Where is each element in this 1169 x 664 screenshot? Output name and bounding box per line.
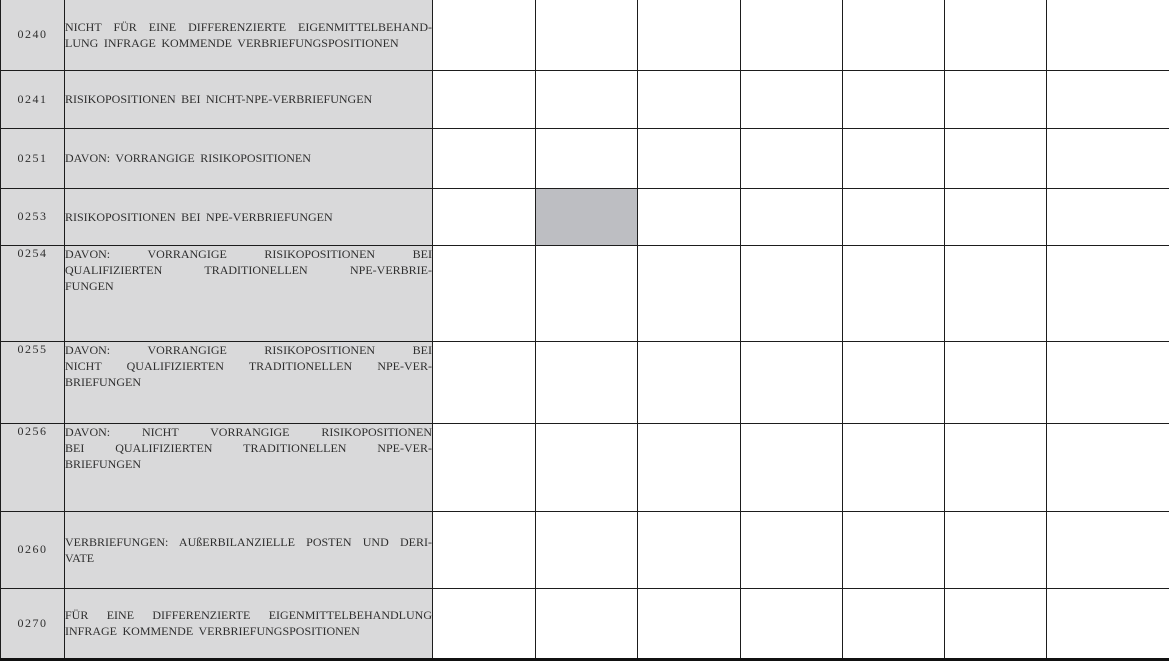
row-code-cell: 0255	[1, 341, 65, 423]
row-label-line: DAVON: NICHT VORRANGIGE RISIKOPOSITIONEN	[65, 424, 432, 439]
row-label-line: RISIKOPOSITIONEN BEI NICHT-NPE-VERBRIEFUNGEN	[65, 92, 373, 106]
value-cell	[741, 128, 843, 188]
value-cell	[433, 70, 536, 128]
row-label-line: DAVON: VORRANGIGE RISIKOPOSITIONEN	[65, 151, 311, 165]
value-cell	[433, 423, 536, 511]
value-cell	[843, 70, 945, 128]
row-code-cell: 0254	[1, 245, 65, 341]
table-row	[1, 423, 1169, 511]
value-cell	[433, 0, 536, 70]
row-label-line: BRIEFUNGEN	[65, 374, 142, 389]
value-cell	[1047, 423, 1169, 511]
table-row	[1, 128, 1169, 188]
value-cell	[945, 588, 1047, 659]
value-cell	[536, 588, 638, 659]
value-cell	[1047, 128, 1169, 188]
value-cell	[638, 588, 741, 659]
row-label-cell	[65, 188, 433, 245]
row-label-line: NICHT QUALIFIZIERTEN TRADITIONELLEN NPE-VER-	[65, 358, 432, 373]
row-label-line: QUALIFIZIERTEN TRADITIONELLEN NPE-VERBRIE-	[65, 262, 432, 277]
value-cell	[536, 423, 638, 511]
value-cell	[741, 188, 843, 245]
row-label-cell	[65, 128, 433, 188]
row-label-cell	[65, 245, 433, 341]
value-cell	[945, 0, 1047, 70]
value-cell	[945, 245, 1047, 341]
value-cell	[843, 245, 945, 341]
row-label-line: RISIKOPOSITIONEN BEI NPE-VERBRIEFUNGEN	[65, 209, 333, 224]
blocked-cell	[536, 188, 638, 245]
value-cell	[741, 245, 843, 341]
row-label-line: BRIEFUNGEN	[65, 456, 142, 471]
value-cell	[433, 128, 536, 188]
row-label-line: VERBRIEFUNGEN: AUßERBILANZIELLE POSTEN UND DERI-	[65, 534, 432, 549]
value-cell	[536, 0, 638, 70]
table-row	[1, 0, 1169, 70]
row-label-line: LUNG INFRAGE KOMMENDE VERBRIEFUNGSPOSITIONEN	[65, 35, 399, 50]
table-row	[1, 245, 1169, 341]
value-cell	[945, 423, 1047, 511]
value-cell	[1047, 588, 1169, 659]
value-cell	[741, 70, 843, 128]
value-cell	[843, 511, 945, 588]
value-cell	[1047, 188, 1169, 245]
table-row	[1, 588, 1169, 659]
value-cell	[843, 188, 945, 245]
row-label-line: NICHT FÜR EINE DIFFERENZIERTE EIGENMITTELBEHAND-	[65, 19, 432, 34]
row-code-cell: 0240	[1, 0, 65, 70]
row-label-cell	[65, 341, 433, 423]
value-cell	[638, 423, 741, 511]
value-cell	[1047, 70, 1169, 128]
value-cell	[843, 341, 945, 423]
value-cell	[945, 511, 1047, 588]
row-code-cell: 0256	[1, 423, 65, 511]
value-cell	[843, 423, 945, 511]
row-label-line: FUNGEN	[65, 278, 114, 293]
value-cell	[433, 511, 536, 588]
value-cell	[945, 341, 1047, 423]
row-code-cell: 0253	[1, 188, 65, 245]
value-cell	[638, 70, 741, 128]
value-cell	[1047, 245, 1169, 341]
row-code-cell: 0251	[1, 128, 65, 188]
value-cell	[741, 0, 843, 70]
table-row	[1, 70, 1169, 128]
value-cell	[741, 511, 843, 588]
value-cell	[1047, 0, 1169, 70]
row-label-line: DAVON: VORRANGIGE RISIKOPOSITIONEN BEI	[65, 246, 432, 261]
row-label-cell	[65, 70, 433, 128]
value-cell	[843, 588, 945, 659]
table-row	[1, 341, 1169, 423]
value-cell	[945, 188, 1047, 245]
value-cell	[638, 341, 741, 423]
value-cell	[843, 0, 945, 70]
row-label-cell	[65, 0, 433, 70]
row-label-line: VATE	[65, 550, 95, 565]
value-cell	[638, 0, 741, 70]
value-cell	[536, 245, 638, 341]
row-label-line: INFRAGE KOMMENDE VERBRIEFUNGSPOSITIONEN	[65, 624, 360, 638]
value-cell	[843, 128, 945, 188]
row-code-cell: 0241	[1, 70, 65, 128]
value-cell	[741, 588, 843, 659]
value-cell	[638, 245, 741, 341]
row-label-line: DAVON: VORRANGIGE RISIKOPOSITIONEN BEI	[65, 342, 432, 357]
value-cell	[945, 70, 1047, 128]
row-code-cell: 0270	[1, 588, 65, 659]
table-row	[1, 188, 1169, 245]
value-cell	[536, 341, 638, 423]
row-label-line: BEI QUALIFIZIERTEN TRADITIONELLEN NPE-VER-	[65, 440, 432, 455]
row-label-cell	[65, 588, 433, 659]
table-body	[1, 0, 1169, 659]
row-code-cell: 0260	[1, 511, 65, 588]
row-label-line: FÜR EINE DIFFERENZIERTE EIGENMITTELBEHANDLUNG	[65, 608, 432, 622]
value-cell	[1047, 511, 1169, 588]
value-cell	[536, 70, 638, 128]
value-cell	[433, 588, 536, 659]
value-cell	[741, 423, 843, 511]
value-cell	[433, 341, 536, 423]
row-label-cell	[65, 423, 433, 511]
value-cell	[536, 128, 638, 188]
table-row	[1, 511, 1169, 588]
value-cell	[638, 188, 741, 245]
value-cell	[741, 341, 843, 423]
value-cell	[638, 128, 741, 188]
row-label-cell	[65, 511, 433, 588]
value-cell	[945, 128, 1047, 188]
value-cell	[1047, 341, 1169, 423]
value-cell	[536, 511, 638, 588]
value-cell	[433, 188, 536, 245]
value-cell	[433, 245, 536, 341]
value-cell	[638, 511, 741, 588]
